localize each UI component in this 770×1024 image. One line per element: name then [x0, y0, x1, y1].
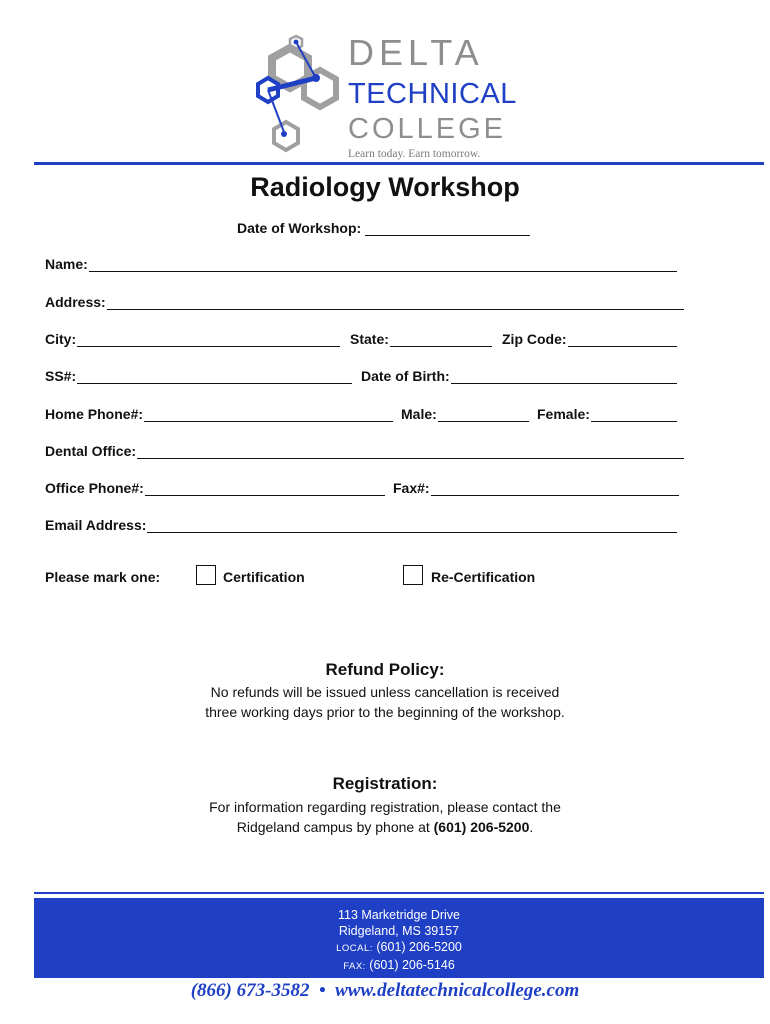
city-field-group [45, 331, 340, 347]
footer-fax-line [34, 957, 764, 975]
office-phone-label: Office Phone#: [45, 480, 144, 496]
footer-contact-line [0, 980, 770, 1002]
email-row [45, 517, 677, 533]
footer-local-phone: (601) 206-5200 [376, 940, 462, 954]
footer-street: 113 Marketridge Drive [337, 908, 461, 922]
home-phone-field-group [45, 406, 393, 422]
header-divider [34, 162, 764, 165]
name-field-group [45, 256, 677, 272]
registration-line-1: For information regarding registration, please contact the [209, 799, 561, 815]
footer-fax-label: FAX: [343, 961, 366, 972]
name-field[interactable] [89, 257, 677, 272]
dental-office-field[interactable] [137, 444, 684, 459]
dental-office-field-group [45, 443, 684, 459]
dental-office-row [45, 443, 684, 459]
name-label: Name: [45, 256, 88, 272]
footer-fax-phone: (601) 206-5146 [369, 958, 455, 972]
footer-tollfree-phone: (866) 673-3582 [190, 980, 310, 1001]
logo-word-delta: DELTA [348, 32, 484, 73]
refund-policy-line-2: three working days prior to the beginning of the workshop. [205, 704, 565, 720]
address-field[interactable] [107, 295, 684, 310]
footer-divider [34, 892, 764, 894]
office-phone-field-group [45, 480, 385, 496]
registration-line-2 [0, 817, 770, 837]
zip-field[interactable] [568, 332, 677, 347]
ssn-dob-row [45, 368, 677, 384]
workshop-date-row [237, 220, 530, 236]
state-field-group [350, 331, 492, 347]
name-row [45, 256, 677, 272]
fax-label: Fax#: [393, 480, 430, 496]
registration-line-2-text: Ridgeland campus by phone at [236, 819, 434, 835]
footer-local-phone-line [34, 939, 764, 957]
mark-one-label: Please mark one: [45, 569, 161, 585]
fax-field[interactable] [431, 481, 679, 496]
email-label: Email Address: [45, 517, 147, 533]
page-title: Radiology Workshop [250, 172, 520, 202]
email-field-group [45, 517, 677, 533]
recertification-label: Re-Certification [431, 569, 536, 585]
refund-policy-heading: Refund Policy: [325, 660, 445, 679]
registration-heading: Registration: [332, 774, 438, 793]
ssn-label: SS#: [45, 368, 77, 384]
refund-policy-line-1: No refunds will be issued unless cancellation is received [210, 684, 560, 700]
logo-word-technical: TECHNICAL [348, 78, 517, 110]
home-phone-field[interactable] [144, 407, 393, 422]
registration-phone: (601) 206-5200 [433, 819, 530, 835]
male-field-group [401, 406, 529, 422]
dob-label: Date of Birth: [361, 368, 450, 384]
recertification-checkbox[interactable] [403, 565, 423, 585]
female-field-group [537, 406, 677, 422]
certification-checkbox[interactable] [196, 565, 216, 585]
phone-gender-row [45, 406, 677, 422]
dental-office-label: Dental Office: [45, 443, 137, 459]
city-label: City: [45, 331, 77, 347]
college-logo [250, 30, 520, 165]
address-row [45, 294, 684, 310]
office-phone-fax-row [45, 480, 679, 496]
office-phone-field[interactable] [145, 481, 385, 496]
certification-choice-row [45, 565, 645, 591]
molecule-logo-icon [250, 30, 350, 160]
city-field[interactable] [77, 332, 340, 347]
zip-field-group [502, 331, 677, 347]
male-label: Male: [401, 406, 437, 422]
zip-label: Zip Code: [502, 331, 567, 347]
footer-local-label: LOCAL: [336, 943, 373, 954]
footer-city: Ridgeland, MS 39157 [338, 924, 460, 938]
logo-word-college: COLLEGE [348, 113, 506, 145]
dob-field-group [361, 368, 677, 384]
certification-label: Certification [223, 569, 305, 585]
male-field[interactable] [438, 407, 529, 422]
female-field[interactable] [591, 407, 677, 422]
state-field[interactable] [390, 332, 492, 347]
registration-line-2-end: . [529, 819, 534, 835]
address-field-group [45, 294, 684, 310]
footer-address-block [34, 898, 764, 978]
ssn-field-group [45, 368, 352, 384]
workshop-date-label: Date of Workshop: [237, 220, 362, 236]
ssn-field[interactable] [77, 369, 352, 384]
logo-tagline: Learn today. Earn tomorrow. [348, 148, 481, 160]
footer-separator: • [318, 980, 326, 1001]
home-phone-label: Home Phone#: [45, 406, 144, 422]
address-label: Address: [45, 294, 106, 310]
footer-website-link[interactable]: www.deltatechnicalcollege.com [335, 980, 580, 1001]
fax-field-group [393, 480, 679, 496]
email-field[interactable] [147, 518, 677, 533]
dob-field[interactable] [451, 369, 677, 384]
workshop-date-field[interactable] [365, 221, 530, 236]
female-label: Female: [537, 406, 590, 422]
refund-policy-text [0, 682, 770, 722]
registration-text [0, 797, 770, 837]
city-state-zip-row [45, 331, 677, 347]
state-label: State: [350, 331, 389, 347]
